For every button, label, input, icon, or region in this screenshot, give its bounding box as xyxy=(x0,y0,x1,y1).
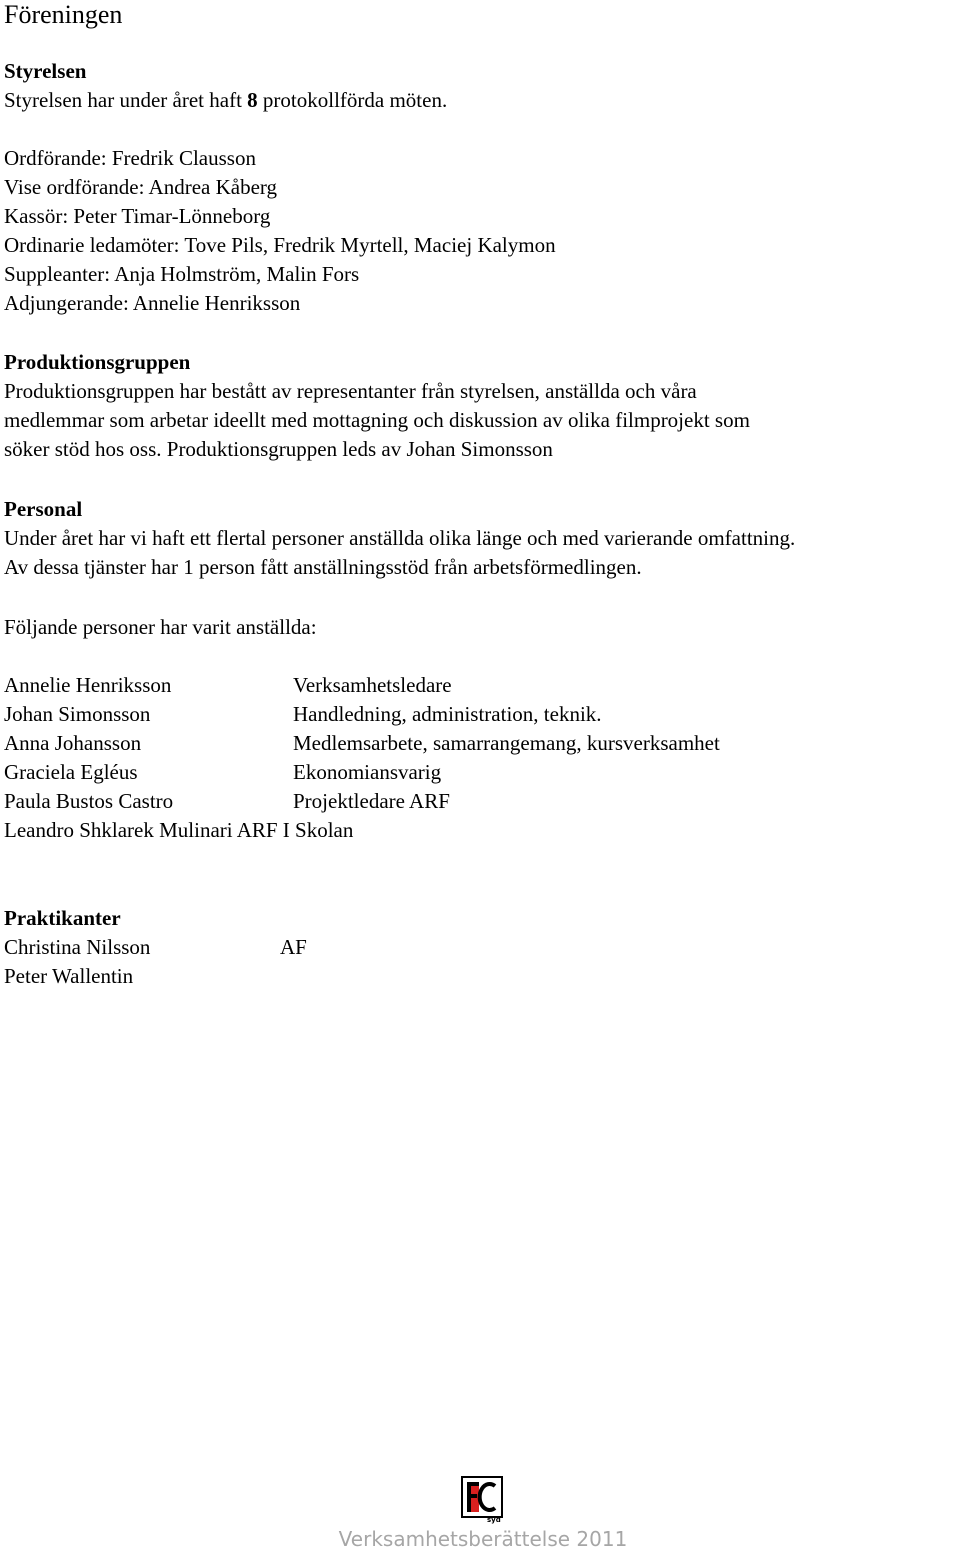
meeting-count: 8 xyxy=(247,88,258,112)
staff-name: Paula Bustos Castro xyxy=(4,789,174,813)
produktionsgruppen-text-line: söker stöd hos oss. Produktionsgruppen leds av Johan Simonsson xyxy=(4,437,553,461)
staff-role: Handledning, administration, teknik. xyxy=(293,702,602,726)
praktikanter-heading: Praktikanter xyxy=(4,906,121,930)
trainee-note: AF xyxy=(280,935,307,959)
trainee-row xyxy=(4,933,960,962)
staff-name: Anna Johansson xyxy=(4,731,142,755)
board-member: Adjungerande: Annelie Henriksson xyxy=(4,291,301,315)
personal-section xyxy=(4,495,960,582)
personal-heading: Personal xyxy=(4,497,83,521)
trainee-name: Peter Wallentin xyxy=(4,964,134,988)
board-member: Suppleanter: Anja Holmström, Malin Fors xyxy=(4,262,360,286)
trainee-row xyxy=(4,962,960,991)
board-members-list xyxy=(4,144,960,318)
staff-name: Johan Simonsson xyxy=(4,702,151,726)
styrelsen-intro-after: protokollförda möten. xyxy=(257,88,448,112)
personal-text-line: Av dessa tjänster har 1 person fått anställningsstöd från arbetsförmedlingen. xyxy=(4,555,642,579)
board-member: Ordförande: Fredrik Clausson xyxy=(4,146,256,170)
staff-role: Verksamhetsledare xyxy=(293,673,452,697)
logo-syd-text: syd xyxy=(487,1516,501,1524)
board-member: Kassör: Peter Timar-Lönneborg xyxy=(4,204,271,228)
filmcentrum-syd-logo xyxy=(461,1476,503,1524)
footer-text: Verksamhetsberättelse 2011 xyxy=(338,1527,628,1551)
staff-list-intro-text: Följande personer har varit anställda: xyxy=(4,615,317,639)
styrelsen-intro-before: Styrelsen har under året haft xyxy=(4,88,248,112)
personal-text-line: Under året har vi haft ett flertal personer anställda olika länge och med varierande omfattning. xyxy=(4,526,796,550)
styrelsen-intro xyxy=(4,86,960,115)
staff-role: Medlemsarbete, samarrangemang, kursverksamhet xyxy=(293,731,720,755)
produktionsgruppen-text-line: medlemmar som arbetar ideellt med mottagning och diskussion av olika filmprojekt som xyxy=(4,408,750,432)
staff-name: Annelie Henriksson xyxy=(4,673,172,697)
styrelsen-heading: Styrelsen xyxy=(4,59,87,83)
produktionsgruppen-heading: Produktionsgruppen xyxy=(4,350,191,374)
produktionsgruppen-text-line: Produktionsgruppen har bestått av representanter från styrelsen, anställda och våra xyxy=(4,379,697,403)
board-member: Vise ordförande: Andrea Kåberg xyxy=(4,175,277,199)
styrelsen-section xyxy=(4,57,960,115)
staff-list-intro xyxy=(4,613,960,642)
staff-name-and-role: Leandro Shklarek Mulinari ARF I Skolan xyxy=(4,818,354,842)
staff-name: Graciela Egléus xyxy=(4,760,138,784)
trainee-name: Christina Nilsson xyxy=(4,935,151,959)
praktikanter-section xyxy=(4,904,960,991)
page-title: Föreningen xyxy=(4,0,123,29)
staff-role: Ekonomiansvarig xyxy=(293,760,442,784)
produktionsgruppen-section xyxy=(4,348,960,464)
board-member: Ordinarie ledamöter: Tove Pils, Fredrik Myrtell, Maciej Kalymon xyxy=(4,233,556,257)
staff-role: Projektledare ARF xyxy=(293,789,450,813)
